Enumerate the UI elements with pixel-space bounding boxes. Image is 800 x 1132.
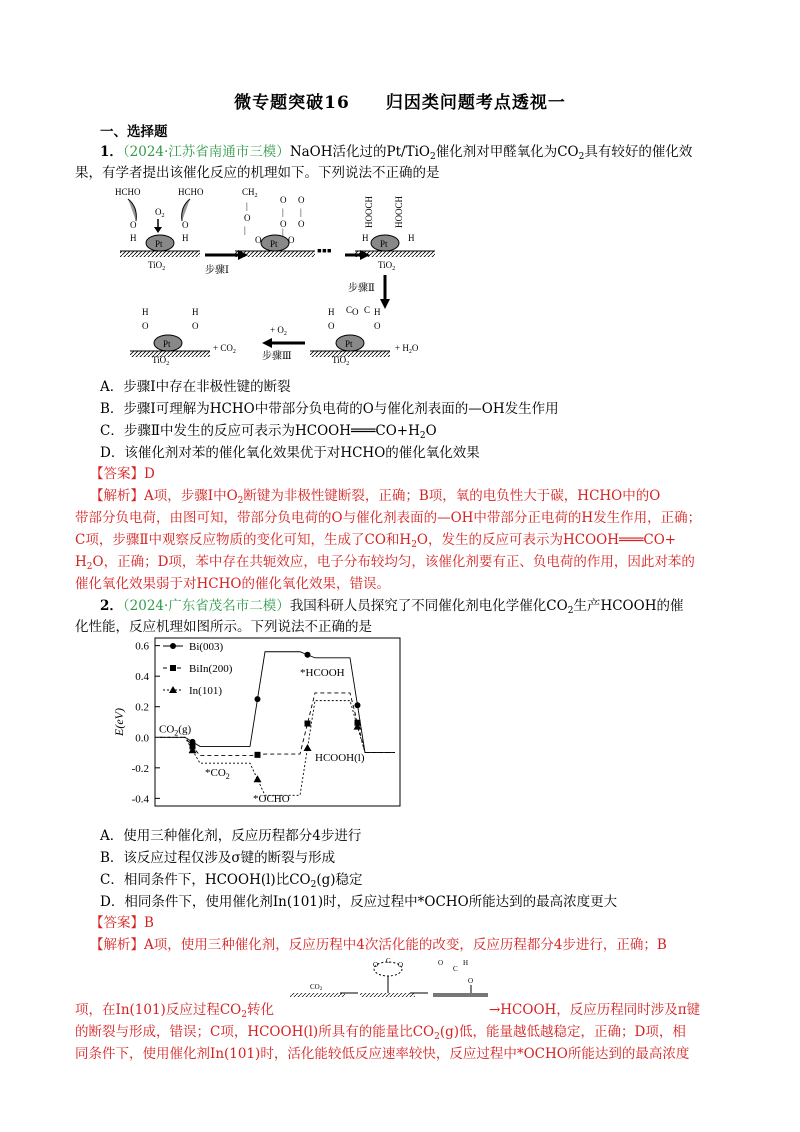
q2-source: （2024·广东省茂名市二模） bbox=[122, 598, 290, 614]
stage-5 bbox=[130, 307, 236, 367]
svg-text:Pt: Pt bbox=[155, 239, 163, 249]
q1-analysis-line2: 带部分负电荷，由图可知，带部分负电荷的O与催化剂表面的—OH中带部分正电荷的H发生作用，正确； bbox=[75, 510, 702, 526]
legend-label: Bi(003) bbox=[189, 641, 224, 653]
svg-text:O: O bbox=[374, 321, 381, 331]
svg-text:O: O bbox=[255, 235, 262, 245]
y-tick-label: -0.4 bbox=[131, 793, 149, 806]
svg-text:O: O bbox=[130, 220, 137, 230]
q2-option-d: D．相同条件下，使用催化剂In(101)时，反应过程中*OCHO所能达到的最高浓度更大 bbox=[100, 894, 618, 910]
chart-annotation: *OCHO bbox=[253, 793, 290, 805]
svg-text:O: O bbox=[373, 961, 379, 969]
svg-text:TiO2: TiO$_2$ bbox=[378, 260, 396, 272]
y-tick-label: 0.6 bbox=[135, 640, 149, 653]
svg-text:O: O bbox=[352, 307, 359, 317]
svg-text:O: O bbox=[298, 219, 305, 229]
marker-point bbox=[355, 702, 361, 708]
svg-text:CO2: CO2 bbox=[310, 983, 323, 992]
svg-text:|: | bbox=[244, 225, 246, 235]
q2-stem-line1: 2．（2024·广东省茂名市二模）我国科研人员探究了不同催化剂电化学催化$CO_2$生产HCOOH的催 bbox=[100, 598, 684, 616]
q1-option-d: D．该催化剂对苯的催化氧化效果优于对HCHO的催化氧化效果 bbox=[100, 445, 480, 461]
svg-text:步骤Ⅲ: 步骤Ⅲ bbox=[262, 351, 292, 362]
q1-option-b: B．步骤Ⅰ可理解为HCHO中带部分负电荷的O与催化剂表面的—OH发生作用 bbox=[100, 401, 559, 417]
svg-text:步骤Ⅰ: 步骤Ⅰ bbox=[205, 265, 229, 276]
marker-point bbox=[304, 744, 312, 751]
q1-answer: 【答案】D bbox=[90, 466, 155, 482]
chart-annotation: *HCOOH bbox=[300, 667, 345, 679]
svg-text:|: | bbox=[282, 207, 284, 217]
stage-3 bbox=[355, 195, 435, 272]
svg-text:Pt: Pt bbox=[345, 339, 353, 349]
q2-analysis-line3: 的断裂与形成，错误；C项，HCOOH(l)所具有的能量比$CO_2(g)$低，能量越低越稳定，正确；D项，相 bbox=[75, 1024, 686, 1042]
svg-text:Pt: Pt bbox=[163, 339, 171, 349]
q2-analysis-line1: 【解析】A项，使用三种催化剂，反应历程中4次活化能的改变，反应历程都分4步进行，正确；B bbox=[90, 937, 667, 953]
svg-text:O2: $O_2$ bbox=[155, 207, 165, 219]
q1-analysis-line3: C项，步骤Ⅱ中观察反应物质的变化可知，生成了CO和$H_2O$，发生的反应可表示为HCOOH═══CO+ bbox=[75, 532, 677, 550]
svg-text:H: H bbox=[142, 307, 149, 317]
svg-text:H: H bbox=[192, 307, 199, 317]
svg-text:HOOCH: HOOCH bbox=[394, 195, 404, 228]
svg-text:C: C bbox=[346, 305, 353, 315]
q1-number: 1． bbox=[100, 144, 123, 160]
chart-annotation: $*CO_2$ bbox=[205, 767, 230, 781]
svg-text:Pt: Pt bbox=[270, 239, 278, 249]
svg-text:H: H bbox=[463, 959, 469, 967]
svg-text:TiO2: TiO$_2$ bbox=[152, 355, 170, 367]
legend-label: BiIn(200) bbox=[189, 663, 233, 675]
q2-option-b: B．该反应过程仅涉及σ键的断裂与形成 bbox=[100, 850, 336, 866]
svg-text:O: O bbox=[142, 321, 149, 331]
mechanism-diagram bbox=[110, 183, 440, 368]
y-tick-label: 0.0 bbox=[135, 732, 149, 745]
svg-text:步骤Ⅱ: 步骤Ⅱ bbox=[348, 283, 375, 294]
svg-text:H: H bbox=[328, 307, 335, 317]
svg-text:+ CO2: + $CO_2$ bbox=[213, 343, 236, 355]
q2-option-c: C．相同条件下，HCOOH(l)比$CO_2(g)$稳定 bbox=[100, 872, 363, 890]
q2-analysis-line2: 项，在In(101)反应过程$CO_2$转化 →HCOOH，反应历程同时涉及π键 bbox=[75, 1002, 701, 1020]
q2-number: 2． bbox=[100, 598, 123, 614]
stage-2 bbox=[235, 187, 315, 257]
svg-text:O: O bbox=[298, 195, 305, 205]
marker-point bbox=[305, 721, 311, 727]
svg-text:C: C bbox=[364, 305, 371, 315]
svg-text:O: O bbox=[182, 220, 189, 230]
co2-conversion-inset bbox=[288, 955, 503, 1005]
svg-text:O: O bbox=[192, 321, 199, 331]
svg-text:|: | bbox=[246, 201, 248, 211]
q1-analysis-line1: 【解析】A项，步骤Ⅰ中$O_2$断键为非极性键断裂，正确；B项，氧的电负性大于碳，HCHO中的O bbox=[90, 488, 661, 506]
marker-point bbox=[305, 652, 311, 658]
energy-profile-chart bbox=[105, 636, 405, 811]
y-tick-label: 0.2 bbox=[135, 701, 149, 714]
svg-text:|: | bbox=[300, 207, 302, 217]
svg-text:H: H bbox=[362, 233, 369, 243]
marker-point bbox=[254, 775, 262, 782]
q1-analysis-line4: $H_2O$，正确；D项，苯中存在共轭效应，电子分布较均匀，该催化剂要有正、负电荷的作用，因此对苯的 bbox=[75, 554, 695, 572]
svg-text:O: O bbox=[328, 321, 335, 331]
svg-text:H: H bbox=[408, 233, 415, 243]
svg-text:Pt: Pt bbox=[380, 239, 388, 249]
q1-analysis-line5: 催化氧化效果弱于对HCHO的催化氧化效果，错误。 bbox=[75, 576, 390, 592]
marker-point bbox=[255, 752, 261, 758]
y-axis-label: E(eV) bbox=[112, 708, 126, 736]
svg-text:TiO2: TiO$_2$ bbox=[332, 355, 350, 367]
stage-4 bbox=[310, 305, 419, 367]
q2-option-a: A．使用三种催化剂，反应历程都分4步进行 bbox=[100, 828, 362, 844]
svg-text:O: O bbox=[398, 961, 404, 969]
svg-text:+ O2: + $O_2$ bbox=[270, 325, 287, 337]
svg-text:H: H bbox=[374, 307, 381, 317]
svg-text:H: H bbox=[182, 233, 189, 243]
svg-text:|: | bbox=[282, 227, 284, 237]
svg-text:HCHO: HCHO bbox=[115, 187, 141, 197]
svg-text:O: O bbox=[288, 235, 295, 245]
q2-answer: 【答案】B bbox=[90, 915, 154, 931]
svg-text:O: O bbox=[438, 959, 444, 967]
svg-text:O: O bbox=[244, 213, 251, 223]
q1-stem-line1: 1．（2024·江苏省南通市三模）NaOH活化过的Pt/TiO$_2$催化剂对甲醛氧化为$CO_2$具有较好的催化效 bbox=[100, 144, 693, 162]
svg-text:CH2: $CH_2$ bbox=[242, 187, 258, 199]
svg-text:TiO2: TiO$_2$ bbox=[148, 260, 166, 272]
y-tick-label: -0.2 bbox=[131, 762, 149, 775]
stage-1 bbox=[115, 187, 204, 272]
svg-text:H: H bbox=[130, 233, 137, 243]
svg-text:O: O bbox=[280, 219, 287, 229]
page-title: 微专题突破16 归因类问题考点透视一 bbox=[234, 93, 566, 113]
svg-text:+ H2O: + $H_2O$ bbox=[395, 343, 419, 355]
svg-text:C: C bbox=[386, 957, 391, 965]
q1-stem-line2: 果，有学者提出该催化反应的机理如下。下列说法不正确的是 bbox=[75, 165, 440, 181]
q1-option-a: A．步骤Ⅰ中存在非极性键的断裂 bbox=[100, 379, 291, 395]
marker-point bbox=[255, 696, 261, 702]
svg-text:▪▪▪: ▪▪▪ bbox=[317, 244, 332, 259]
chart-annotation: HCOOH(l) bbox=[315, 752, 365, 764]
svg-text:HCHO: HCHO bbox=[178, 187, 204, 197]
svg-text:O: O bbox=[280, 195, 287, 205]
y-tick-label: 0.4 bbox=[135, 671, 149, 684]
section-heading: 一、选择题 bbox=[100, 124, 168, 140]
q1-option-c: C．步骤Ⅱ中发生的反应可表示为$HCOOH═══CO+H_2O$ bbox=[100, 423, 437, 441]
q1-source: （2024·江苏省南通市三模） bbox=[122, 144, 290, 160]
svg-text:O: O bbox=[468, 977, 474, 985]
svg-text:HOOCH: HOOCH bbox=[364, 195, 374, 228]
legend-label: In(101) bbox=[189, 685, 222, 697]
chart-annotation: $CO_2(g)$ bbox=[159, 723, 192, 738]
q2-stem-line2: 化性能，反应机理如图所示。下列说法不正确的是 bbox=[75, 619, 372, 635]
q2-analysis-line4: 同条件下，使用催化剂In(101)时，活化能较低反应速率较快，反应过程中*OCHO所能达到的最高浓度 bbox=[75, 1046, 690, 1062]
svg-text:C: C bbox=[453, 965, 458, 973]
